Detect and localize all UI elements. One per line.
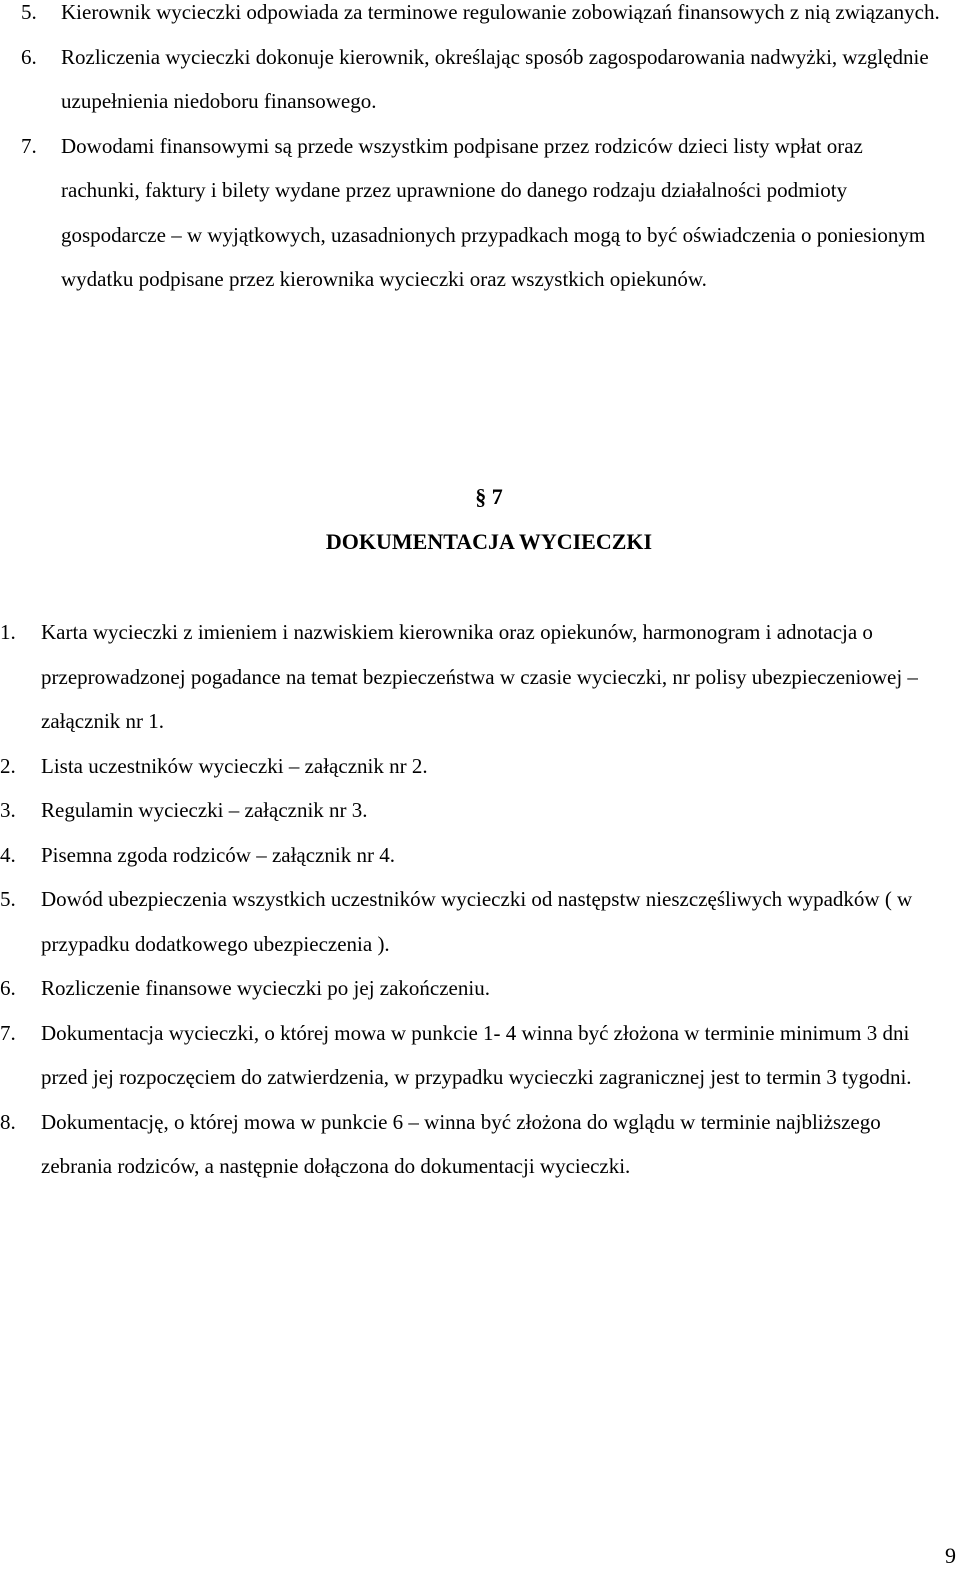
list-item-number: 4. <box>0 842 16 867</box>
list-item <box>0 1100 950 1189</box>
list-item-text: Karta wycieczki z imieniem i nazwiskiem kierownika oraz opiekunów, harmonogram i adnotacja o przeprowadzonej pogadance na temat bezpieczeństwa w czasie wycieczki, nr polisy ubezpieczeniowej – załącznik nr 1. <box>41 620 918 733</box>
list-item-number: 6. <box>0 976 16 1000</box>
list-item-text: Kierownik wycieczki odpowiada za terminowe regulowanie zobowiązań finansowych z nią związanych. <box>61 0 940 24</box>
list-item-number: 3. <box>0 798 16 822</box>
list-item-text: Dokumentację, o której mowa w punkcie 6 – winna być złożona do wglądu w terminie najbliższego zebrania rodziców, a następnie dołączona do dokumentacji wycieczki. <box>41 1109 881 1178</box>
list-item-number: 2. <box>0 753 16 778</box>
list-item-text: Dokumentacja wycieczki, o której mowa w punkcie 1- 4 winna być złożona w terminie minimum 3 dni przed jej rozpoczęciem do zatwierdzenia, w przypadku wycieczki zagranicznej jest to termin 3 tygodni. <box>41 1020 912 1089</box>
list-item-text: Dowodami finansowymi są przede wszystkim podpisane przez rodziców dzieci listy wpłat oraz rachunki, faktury i bilety wydane przez uprawnione do danego rodzaju działalności podmioty gospodarcze – w wyjątkowych, uzasadnionych przypadkach mogą to być oświadczenia o poniesionym wydatku podpisane przez kierownika wycieczki oraz wszystkich opiekunów. <box>61 133 926 291</box>
list-item-number: 5. <box>0 887 16 911</box>
list-item-text: Pisemna zgoda rodziców – załącznik nr 4. <box>41 842 395 867</box>
section-number: § 7 <box>475 484 503 509</box>
list-item <box>21 0 941 35</box>
list-item-number: 6. <box>21 44 37 69</box>
list-item <box>0 966 950 1011</box>
list-item-number: 1. <box>0 620 16 644</box>
list-item-text: Rozliczenia wycieczki dokonuje kierownik, określając sposób zagospodarowania nadwyżki, względnie uzupełnienia niedoboru finansowego. <box>61 44 929 113</box>
section-heading: DOKUMENTACJA WYCIECZKI <box>325 529 653 554</box>
list-item <box>0 788 950 833</box>
list-item-text: Dowód ubezpieczenia wszystkich uczestników wycieczki od następstw nieszczęśliwych wypadków ( w przypadku dodatkowego ubezpieczenia ). <box>41 887 913 956</box>
list-item <box>21 35 941 124</box>
list-item <box>21 124 941 302</box>
list-item <box>0 610 950 744</box>
list-item <box>0 833 950 878</box>
list-item <box>0 744 950 789</box>
list-item-number: 8. <box>0 1109 16 1134</box>
list-item <box>0 877 950 966</box>
list-item-number: 7. <box>21 133 37 158</box>
page-number: 9 <box>945 1543 956 1568</box>
documentation-list <box>0 610 950 1189</box>
list-item-text: Regulamin wycieczki – załącznik nr 3. <box>41 798 368 822</box>
list-item-number: 5. <box>21 0 37 24</box>
list-item <box>0 1011 950 1100</box>
list-item-text: Rozliczenie finansowe wycieczki po jej zakończeniu. <box>41 976 490 1000</box>
list-item-number: 7. <box>0 1020 16 1045</box>
list-item-text: Lista uczestników wycieczki – załącznik nr 2. <box>41 753 428 778</box>
continued-list <box>21 0 941 302</box>
